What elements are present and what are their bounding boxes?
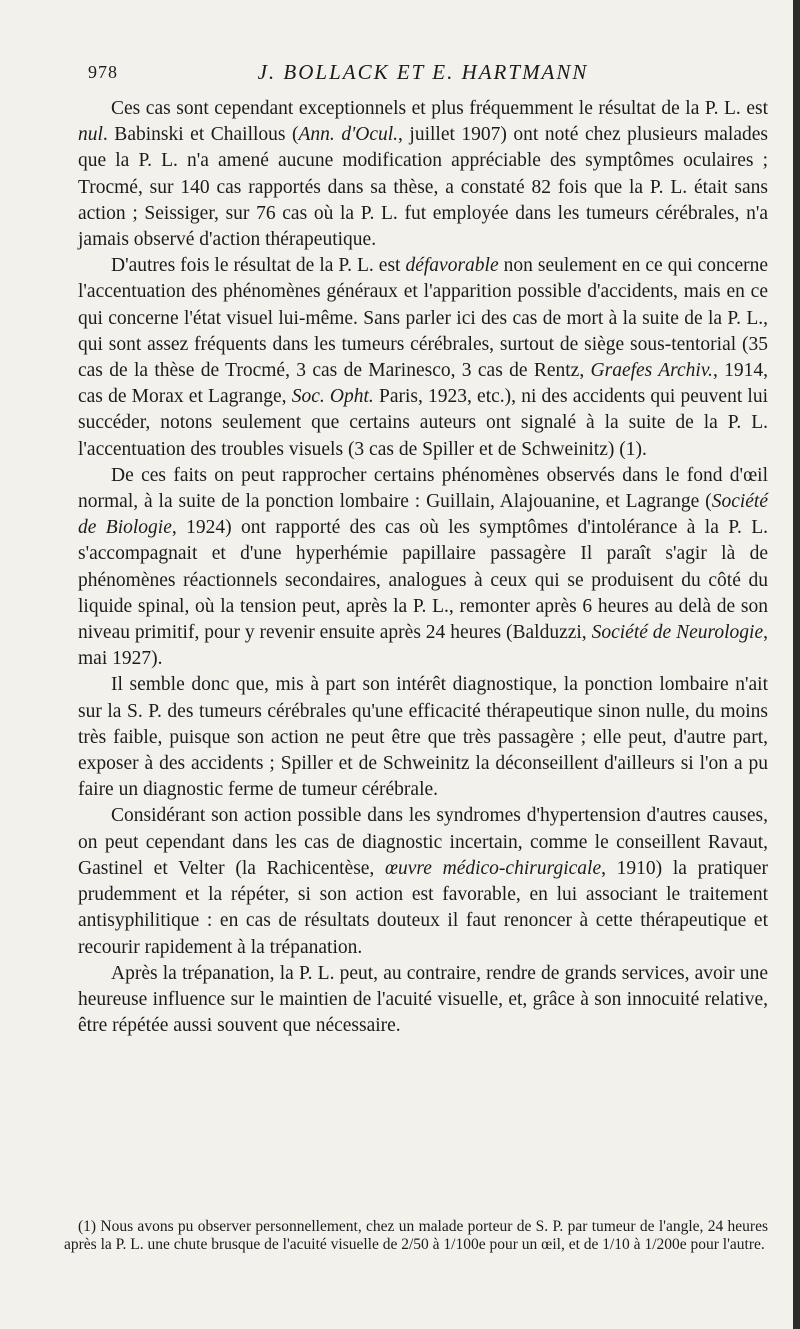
italic-text: défavorable — [405, 255, 499, 277]
paragraph — [78, 463, 768, 673]
running-title: J. BOLLACK ET E. HARTMANN — [257, 60, 589, 84]
text-run: Ces cas sont cependant exceptionnels et plus fréquemment le résultat de la P. L. est — [111, 98, 768, 119]
text-run: , juillet 1907) ont noté chez plusieurs malades que la P. L. n'a amené aucune modification appréciable des symptômes oculaires ; Trocmé, sur 140 cas rapportés dans sa thèse, a constaté 82 fois que la P. L. était sans action ; Seissiger, sur 76 cas où la P. L. fut employée dans les tumeurs cérébrales, n'a jamais observé d'action thérapeutique. — [78, 124, 768, 251]
paragraph — [78, 961, 768, 1040]
italic-text: Société de Biologie — [78, 491, 768, 539]
page-header — [78, 60, 768, 90]
text-run: non seulement en ce qui concerne l'accentuation des phénomènes généraux et l'apparition possible d'accidents, mais en ce qui concerne l'état visuel lui-même. Sans parler ici des cas de mort à la suite de la P. L., qui sont assez fréquents dans les tumeurs cérébrales, surtout de siège sous-tentorial (35 cas de la thèse de Trocmé, 3 cas de Marinesco, 3 cas de Rentz, — [78, 255, 769, 382]
italic-text: Soc. Opht. — [291, 386, 374, 408]
text-run: , 1914, cas de Morax et Lagrange, — [78, 360, 769, 408]
text-run: De ces faits on peut rapprocher certains phénomènes observés dans le fond d'œil normal, à la suite de la ponction lombaire : Guillain, Alajouanine, et Lagrange ( — [78, 464, 768, 513]
text-run: . Babinski et Chaillous ( — [102, 124, 299, 146]
paragraph — [78, 672, 768, 803]
text-run: D'autres fois le résultat de la P. L. est — [111, 255, 406, 277]
body-text — [78, 96, 768, 1039]
italic-text: œuvre médico-chirurgicale — [385, 857, 602, 879]
text-run: Il semble donc que, mis à part son intérêt diagnostique, la ponction lombaire n'ait sur la S. P. des tumeurs cérébrales qu'une efficacité thérapeutique sinon nulle, du moins très faible, puisque son action ne peut être que très passagère ; elle peut, d'autre part, exposer à des accidents ; Spiller et de Schweinitz la déconseillent d'ailleurs si l'on a pu faire un diagnostic ferme de tumeur cérébrale. — [78, 674, 768, 801]
text-run: Après la trépanation, la P. L. peut, au contraire, rendre de grands services, avoir une heureuse influence sur le maintien de l'acuité visuelle, et, grâce à son innocuité relative, être répétée aussi souvent que nécessaire. — [78, 962, 768, 1037]
footnote-text: (1) Nous avons pu observer personnellement, chez un malade porteur de S. P. par tumeur de l'angle, 24 heures après la P. L. une chute brusque de l'acuité visuelle de 2/50 à 1/100e pour un œil, et de 1/10 à 1/200e pour l'autre. — [64, 1218, 768, 1253]
page-number: 978 — [88, 62, 118, 82]
paragraph — [78, 803, 768, 960]
text-run: , 1924) ont rapporté des cas où les symptômes d'intolérance à la P. L. s'accompagnait et d'une hyperhémie papillaire passagère Il paraît s'agir là de phénomènes réactionnels secondaires, analogues à ceux qui se produisent du côté du liquide spinal, où la tension peut, après la P. L., remonter après 6 heures au delà de son niveau primitif, pour y revenir ensuite après 24 heures (Balduzzi, — [78, 517, 769, 644]
text-run: Considérant son action possible dans les syndromes d'hypertension d'autres causes, on peut cependant dans les cas de diagnostic incertain, comme le conseillent Ravaut, Gastinel et Velter (la Rachicentèse, — [78, 805, 768, 879]
text-run: Paris, 1923, etc.), ni des accidents qui peuvent lui succéder, notons seulement que certains auteurs ont signalé à la suite de la P. L. l'accentuation des troubles visuels (3 cas de Spiller et de Schweinitz) (1). — [78, 386, 768, 460]
footnote — [64, 1218, 768, 1253]
text-run: , mai 1927). — [78, 622, 768, 670]
paragraph — [78, 253, 768, 463]
scan-edge-shadow — [793, 0, 800, 1329]
italic-text: Ann. d'Ocul. — [298, 124, 399, 146]
text-run: , 1910) la pratiquer prudemment et la répéter, si son action est favorable, en lui associant le traitement antisyphilitique : en cas de résultats douteux il faut renoncer à cette thérapeutique et recourir rapidement à la trépanation. — [78, 857, 768, 958]
paragraph — [78, 96, 768, 253]
italic-text: nul — [78, 124, 103, 146]
italic-text: Graefes Archiv. — [590, 360, 713, 382]
italic-text: Société de Neurologie — [591, 622, 764, 644]
